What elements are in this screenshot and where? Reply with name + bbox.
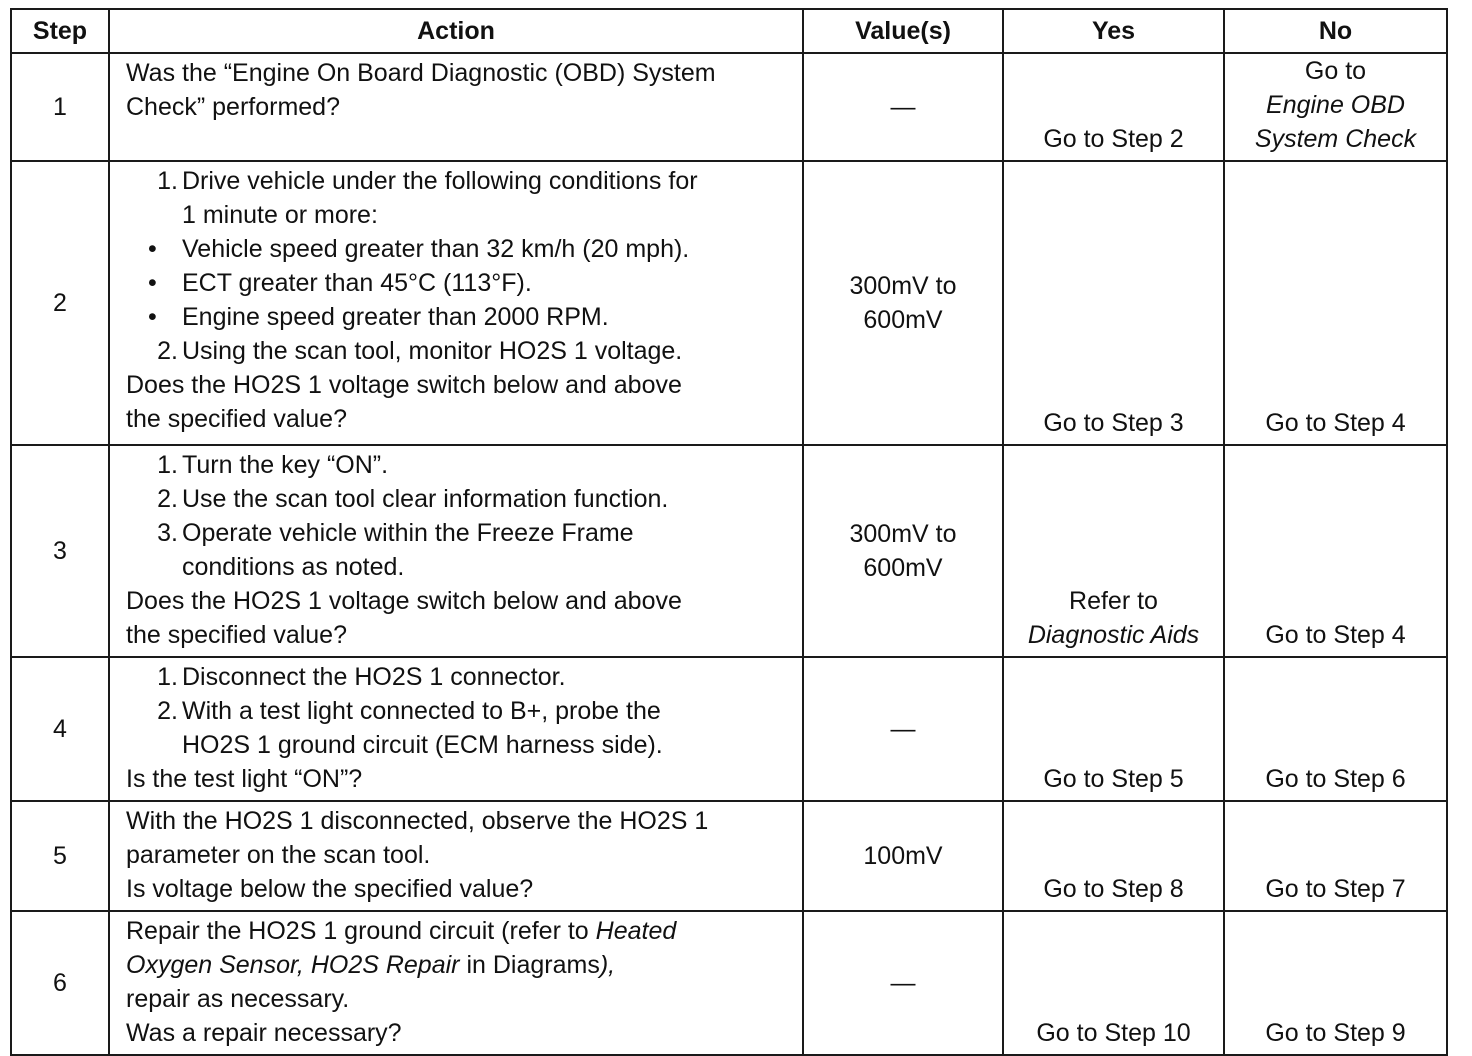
- question-text: Is voltage below the specified value?: [126, 875, 534, 903]
- header-action: Action: [109, 9, 803, 53]
- value-cell: —: [803, 53, 1003, 161]
- no-cell: Go to Step 4: [1224, 445, 1447, 657]
- table-row: [11, 801, 1447, 911]
- question-text: Was a repair necessary?: [126, 1019, 402, 1047]
- numbered-item: 2. With a test light connected to B+, probe the: [157, 697, 661, 725]
- yes-cell: Go to Step 2: [1003, 53, 1224, 161]
- header-row: [11, 9, 1447, 53]
- question-text: Does the HO2S 1 voltage switch below and above: [126, 371, 682, 399]
- numbered-item: 2. Use the scan tool clear information function.: [157, 485, 669, 513]
- value-cell: 100mV: [803, 801, 1003, 911]
- bullet-item: • Vehicle speed greater than 32 km/h (20 mph).: [148, 235, 690, 263]
- action-cell: [109, 53, 803, 161]
- bullet-item: • ECT greater than 45°C (113°F).: [148, 269, 532, 297]
- action-text: Repair the HO2S 1 ground circuit (refer to Heated: [126, 917, 677, 945]
- numbered-item-cont: 1 minute or more:: [182, 201, 378, 229]
- action-cell: [109, 801, 803, 911]
- header-yes: Yes: [1003, 9, 1224, 53]
- action-cell: [109, 911, 803, 1055]
- diagnostic-table-page: [10, 8, 1446, 1056]
- step-number: 5: [11, 801, 109, 911]
- action-text: repair as necessary.: [126, 985, 350, 1013]
- action-text: With the HO2S 1 disconnected, observe the HO2S 1: [126, 807, 709, 835]
- step-number: 3: [11, 445, 109, 657]
- step-number: 1: [11, 53, 109, 161]
- question-text: Does the HO2S 1 voltage switch below and above: [126, 587, 682, 615]
- no-text: Go to: [1304, 57, 1367, 85]
- value-cell: —: [803, 657, 1003, 801]
- table-row: [11, 911, 1447, 1055]
- numbered-item-cont: HO2S 1 ground circuit (ECM harness side).: [182, 731, 663, 759]
- table-row: [11, 445, 1447, 657]
- header-step: Step: [11, 9, 109, 53]
- value-cell: 300mV to 600mV: [803, 161, 1003, 445]
- no-cell: Go to Step 6: [1224, 657, 1447, 801]
- yes-cell: Go to Step 3: [1003, 161, 1224, 445]
- step-number: 4: [11, 657, 109, 801]
- no-cell: Go to Step 4: [1224, 161, 1447, 445]
- header-no: No: [1224, 9, 1447, 53]
- yes-cell: Go to Step 5: [1003, 657, 1224, 801]
- action-text: Oxygen Sensor, HO2S Repair in Diagrams),: [126, 951, 616, 979]
- table-row: [11, 161, 1447, 445]
- action-cell: [109, 657, 803, 801]
- numbered-item: 3. Operate vehicle within the Freeze Frame: [157, 519, 634, 547]
- action-text: Check” performed?: [126, 93, 340, 121]
- yes-cell: Refer to Diagnostic Aids: [1003, 445, 1224, 657]
- no-text-ref: Engine OBD: [1266, 91, 1405, 119]
- no-cell: Go to Step 7: [1224, 801, 1447, 911]
- no-text-ref: System Check: [1254, 125, 1417, 153]
- action-cell: [109, 161, 803, 445]
- yes-text-ref: Diagnostic Aids: [1027, 621, 1200, 649]
- step-number: 6: [11, 911, 109, 1055]
- numbered-item: 2. Using the scan tool, monitor HO2S 1 voltage.: [157, 337, 683, 365]
- header-values: Value(s): [803, 9, 1003, 53]
- table-row: [11, 53, 1447, 161]
- yes-cell: Go to Step 10: [1003, 911, 1224, 1055]
- action-text: parameter on the scan tool.: [126, 841, 431, 869]
- action-cell: [109, 445, 803, 657]
- question-text: the specified value?: [126, 405, 347, 433]
- question-text: Is the test light “ON”?: [126, 765, 363, 793]
- value-cell: —: [803, 911, 1003, 1055]
- numbered-item: 1. Drive vehicle under the following conditions for: [157, 167, 698, 195]
- step-number: 2: [11, 161, 109, 445]
- diagnostic-table: [10, 8, 1448, 1056]
- yes-cell: Go to Step 8: [1003, 801, 1224, 911]
- action-text: Was the “Engine On Board Diagnostic (OBD) System: [126, 59, 716, 87]
- value-cell: 300mV to 600mV: [803, 445, 1003, 657]
- bullet-item: • Engine speed greater than 2000 RPM.: [148, 303, 609, 331]
- no-cell: Go to Step 9: [1224, 911, 1447, 1055]
- question-text: the specified value?: [126, 621, 347, 649]
- table-row: [11, 657, 1447, 801]
- numbered-item: 1. Turn the key “ON”.: [157, 451, 389, 479]
- numbered-item-cont: conditions as noted.: [182, 553, 405, 581]
- numbered-item: 1. Disconnect the HO2S 1 connector.: [157, 663, 566, 691]
- no-cell: [1224, 53, 1447, 161]
